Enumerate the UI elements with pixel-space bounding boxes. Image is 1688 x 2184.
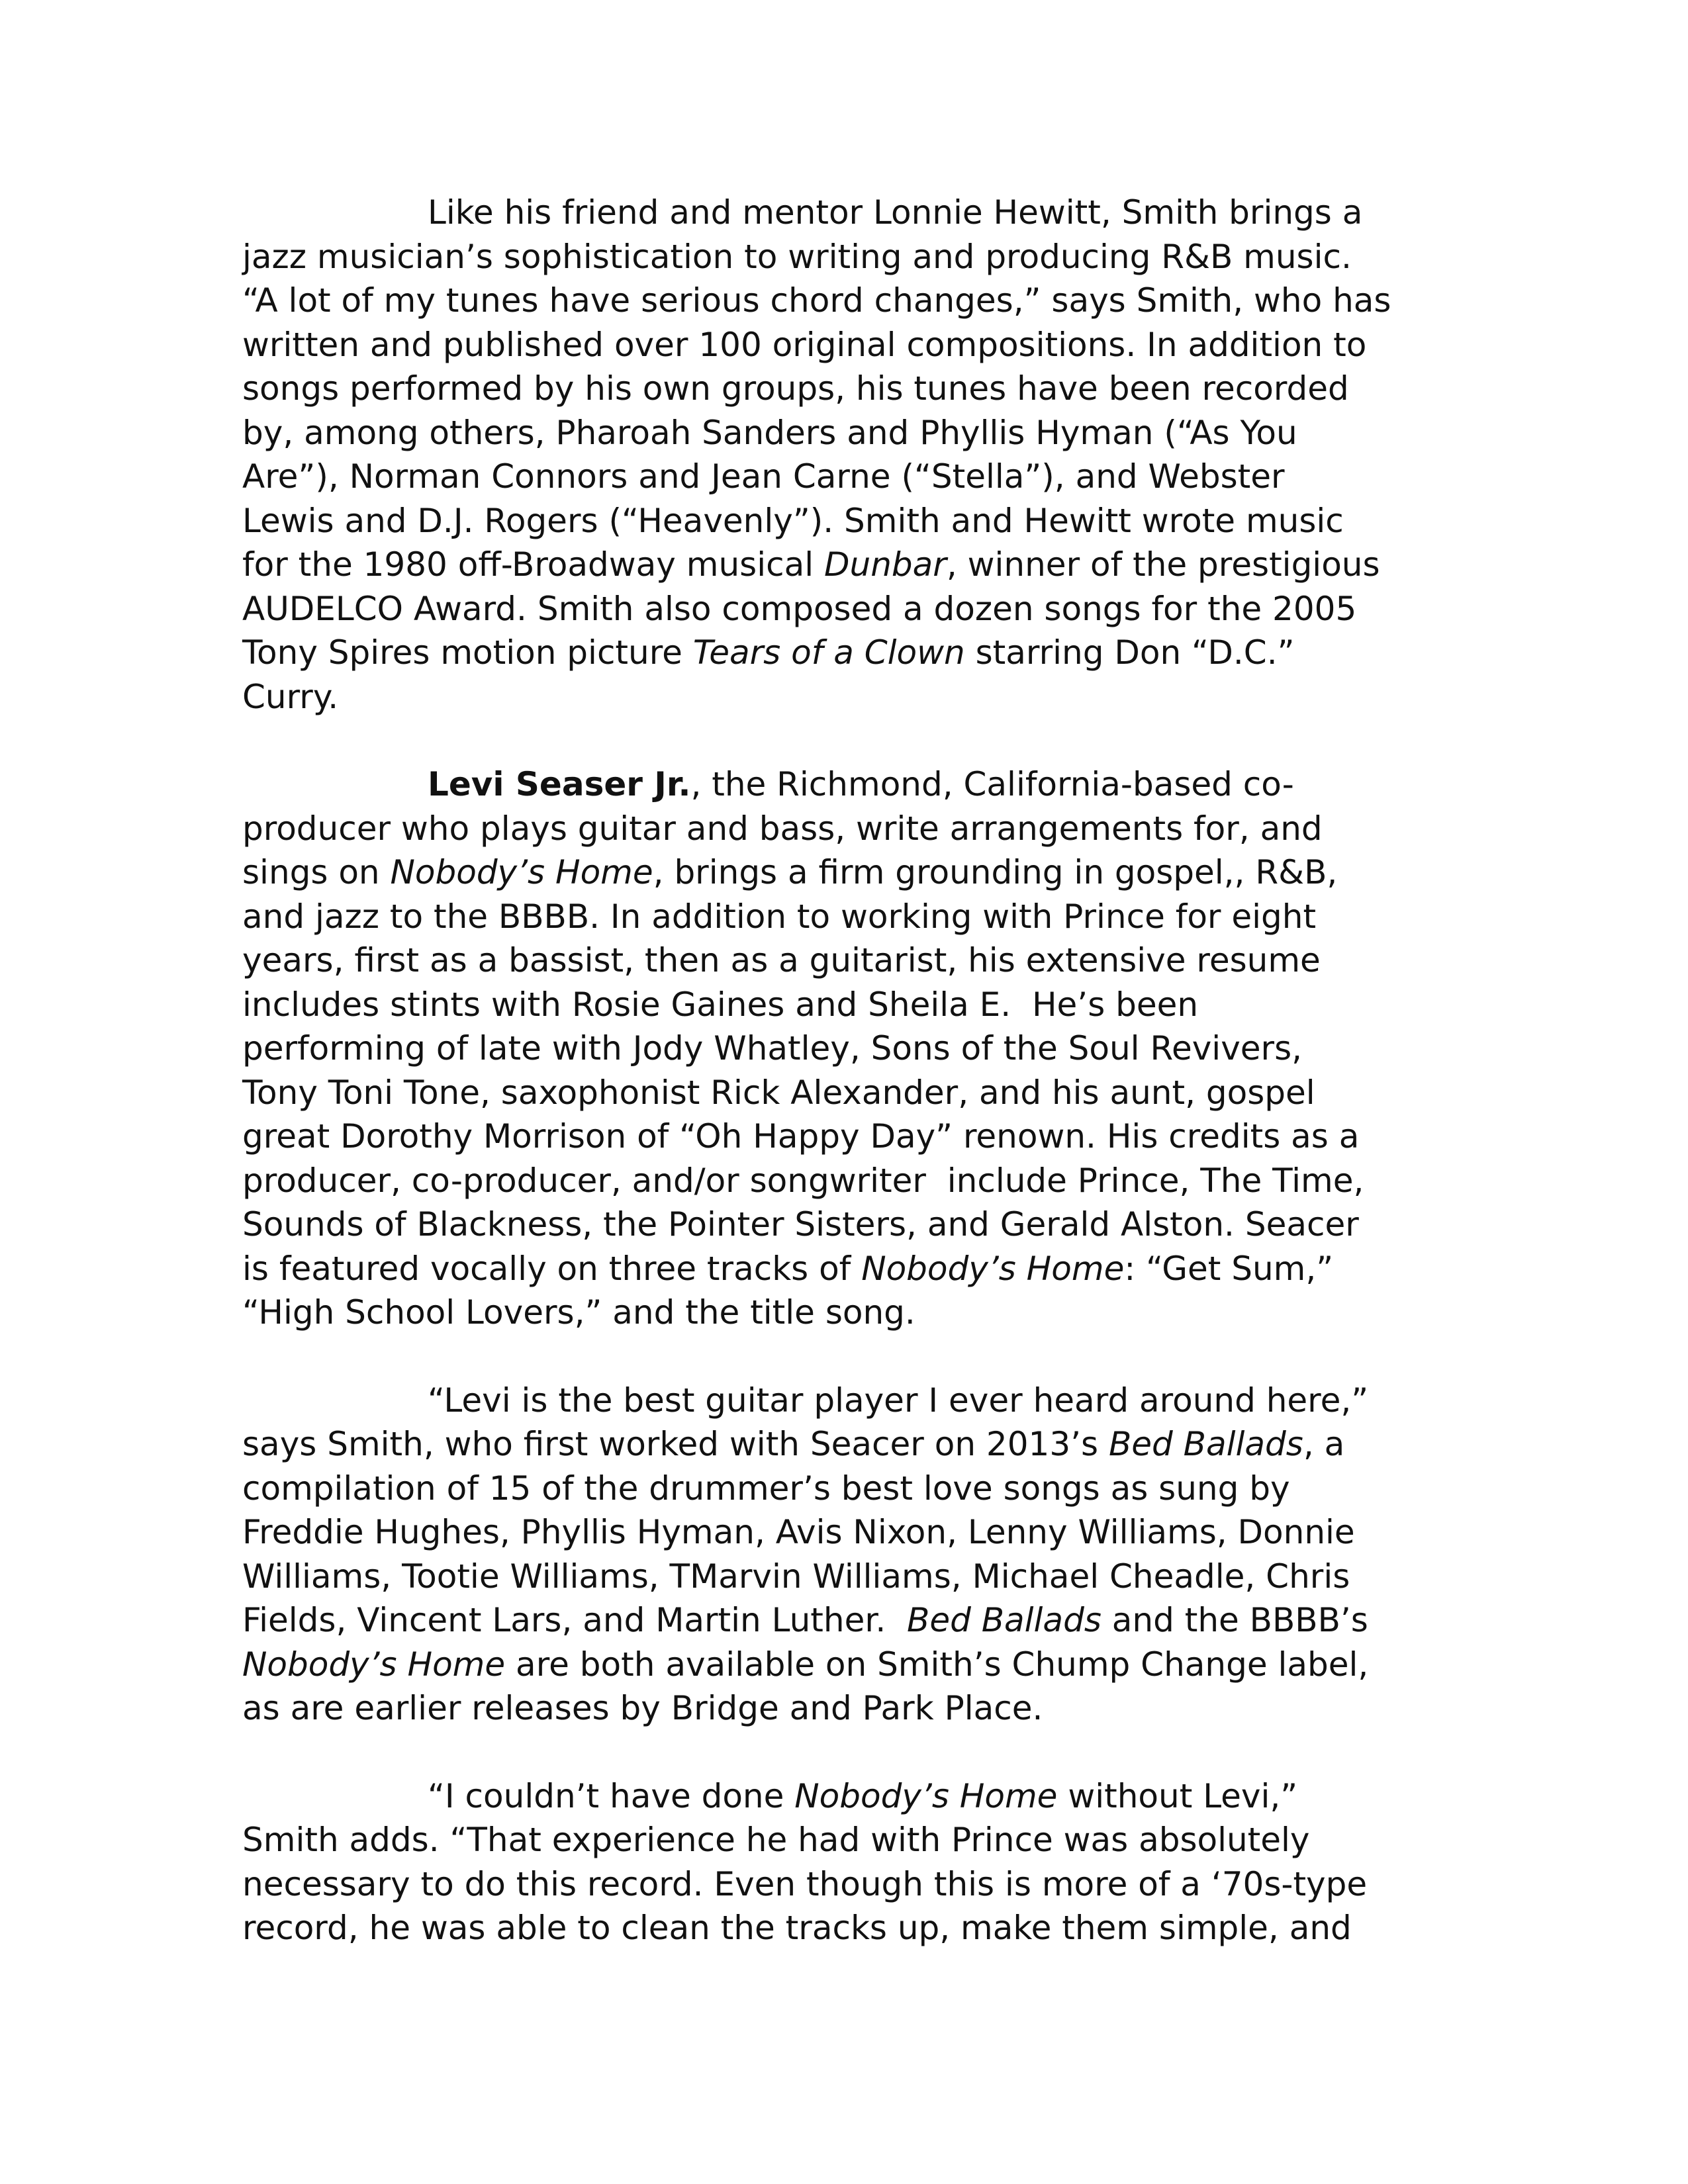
text-line [242,411,1454,455]
text-run: “I couldn’t have done [428,1776,795,1815]
text-line [242,323,1454,367]
text-line [242,1510,1454,1555]
text-run: “A lot of my tunes have serious chord changes,” says Smith, who has [242,281,1391,320]
body-text [242,191,1454,1994]
text-run: are both available on Smith’s Chump Change label, [505,1645,1369,1684]
text-line [242,850,1454,895]
paragraph [242,762,1454,1335]
text-line [242,1598,1454,1643]
text-run: , a [1303,1425,1345,1463]
text-line [242,1643,1454,1687]
text-run: for the 1980 off-Broadway musical [242,545,825,584]
italic-title-run: Dunbar [824,545,947,584]
text-line [242,1203,1454,1247]
text-run: is featured vocally on three tracks of [242,1249,862,1288]
text-run: Are”), Norman Connors and Jean Carne (“Stella”), and Webster [242,457,1285,496]
text-line [242,1906,1454,1950]
text-run: Lewis and D.J. Rogers (“Heavenly”). Smith and Hewitt wrote music [242,501,1344,540]
text-line [242,1862,1454,1907]
text-run: Sounds of Blackness, the Pointer Sisters, and Gerald Alston. Seacer [242,1205,1359,1244]
text-line [242,675,1454,719]
text-run: jazz musician’s sophistication to writing and producing R&B music. [242,237,1352,276]
text-line [242,543,1454,587]
text-run: : “Get Sum,” [1124,1249,1334,1288]
text-run: producer who plays guitar and bass, write arrangements for, and [242,809,1323,848]
text-run: Fields, Vincent Lars, and Martin Luther. [242,1601,908,1639]
text-line [242,367,1454,411]
text-run: starring Don “D.C.” [964,633,1295,672]
text-run: includes stints with Rosie Gaines and Sheila E. He’s been [242,985,1199,1024]
italic-title-run: Nobody’s Home [390,853,653,891]
text-run: says Smith, who first worked with Seacer on 2013’s [242,1425,1109,1463]
text-run: AUDELCO Award. Smith also composed a dozen songs for the 2005 [242,589,1357,628]
text-line [242,455,1454,499]
text-run: performing of late with Jody Whatley, Sons of the Soul Revivers, [242,1029,1303,1068]
text-run: sings on [242,853,391,891]
text-line [242,1686,1454,1731]
paragraph [242,191,1454,719]
text-line [242,1071,1454,1115]
text-run: Like his friend and mentor Lonnie Hewitt, Smith brings a [428,193,1363,232]
text-line [242,279,1454,323]
text-line [242,1026,1454,1071]
text-run: by, among others, Pharoah Sanders and Phyllis Hyman (“As You [242,413,1297,452]
text-line [242,1555,1454,1599]
text-line [242,762,1454,807]
text-run: and the BBBB’s [1101,1601,1368,1639]
text-line [242,1115,1454,1159]
text-line [242,1247,1454,1291]
paragraph [242,1774,1454,1950]
italic-title-run: Nobody’s Home [861,1249,1125,1288]
italic-title-run: Nobody’s Home [242,1645,506,1684]
text-line [242,1159,1454,1203]
italic-title-run: Tears of a Clown [692,633,965,672]
text-line [242,1818,1454,1862]
text-run: producer, co-producer, and/or songwriter include Prince, The Time, [242,1161,1364,1200]
paragraph [242,1379,1454,1731]
text-line [242,235,1454,279]
text-run: , winner of the prestigious [946,545,1380,584]
italic-title-run: Bed Ballads [1108,1425,1303,1463]
text-run: Freddie Hughes, Phyllis Hyman, Avis Nixon, Lenny Williams, Donnie [242,1513,1355,1551]
text-run: compilation of 15 of the drummer’s best love songs as sung by [242,1469,1290,1508]
text-run: Tony Toni Tone, saxophonist Rick Alexander, and his aunt, gospel [242,1073,1315,1112]
text-run: great Dorothy Morrison of “Oh Happy Day” renown. His credits as a [242,1117,1360,1156]
text-run: , the Richmond, California-based co- [690,765,1294,803]
text-line [242,1379,1454,1423]
text-line [242,983,1454,1027]
text-line [242,1467,1454,1511]
text-run: record, he was able to clean the tracks up, make them simple, and [242,1909,1352,1947]
text-line [242,631,1454,675]
text-line [242,895,1454,939]
text-run: Smith adds. “That experience he had with Prince was absolutely [242,1821,1310,1859]
text-run: years, first as a bassist, then as a guitarist, his extensive resume [242,941,1321,979]
text-run: written and published over 100 original compositions. In addition to [242,325,1367,364]
text-line [242,191,1454,235]
text-run: “Levi is the best guitar player I ever heard around here,” [428,1381,1369,1420]
text-run: Curry. [242,677,339,716]
text-line [242,587,1454,631]
text-run: and jazz to the BBBB. In addition to working with Prince for eight [242,897,1317,936]
text-run: Tony Spires motion picture [242,633,693,672]
text-run: necessary to do this record. Even though this is more of a ‘70s-type [242,1864,1368,1903]
text-line [242,938,1454,983]
text-line [242,1774,1454,1819]
text-run: , brings a firm grounding in gospel,, R&B, [653,853,1338,891]
text-run: as are earlier releases by Bridge and Park Place. [242,1689,1043,1727]
text-line [242,1422,1454,1467]
italic-title-run: Nobody’s Home [794,1776,1058,1815]
text-run: without Levi,” [1057,1776,1298,1815]
text-run: songs performed by his own groups, his tunes have been recorded [242,369,1349,408]
text-run: Williams, Tootie Williams, TMarvin Williams, Michael Cheadle, Chris [242,1557,1350,1596]
italic-title-run: Bed Ballads [907,1601,1102,1639]
text-line [242,1291,1454,1335]
bold-name-run: Levi Seaser Jr. [428,765,691,803]
text-line [242,499,1454,543]
text-run: “High School Lovers,” and the title song. [242,1293,915,1332]
text-line [242,807,1454,851]
